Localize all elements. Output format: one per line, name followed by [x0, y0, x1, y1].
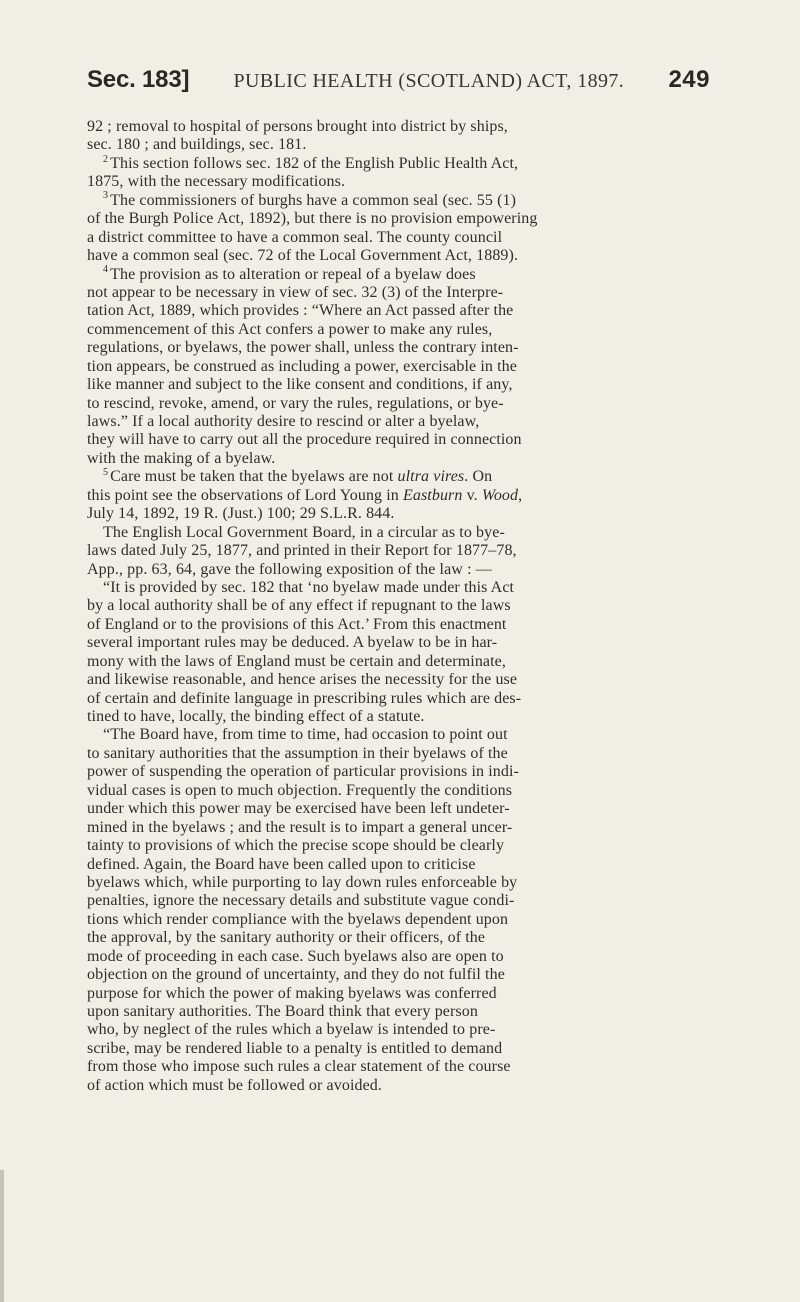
text-line: upon sanitary authorities. The Board think that every person [87, 1003, 478, 1020]
footnote-mark: 4 [103, 264, 109, 276]
text-line: 1875, with the necessary modifications. [87, 173, 346, 191]
text-line: mony with the laws of England must be certain and determinate, [87, 652, 506, 670]
text-line: power of suspending the operation of particular provisions in indi- [87, 763, 519, 781]
text-line: “It is provided by sec. 182 that ‘no byelaw made under this Act [103, 578, 515, 596]
text-line: by a local authority shall be of any effect if repugnant to the laws [87, 597, 511, 615]
text-line: who, by neglect of the rules which a byelaw is intended to pre- [87, 1021, 496, 1039]
text-line: from those who impose such rules a clear statement of the course [87, 1058, 511, 1076]
text-line: scribe, may be rendered liable to a penalty is entitled to demand [87, 1039, 503, 1057]
text-line: have a common seal (sec. 72 of the Local Government Act, 1889). [87, 247, 519, 265]
note-continuation [87, 118, 710, 155]
text-line: and likewise reasonable, and hence arises the necessity for the use [87, 671, 518, 689]
text-line: to rescind, revoke, amend, or vary the rules, regulations, or bye- [87, 394, 504, 412]
text-line: vidual cases is open to much objection. Frequently the conditions [87, 781, 513, 799]
section-reference: Sec. 183] [87, 66, 190, 93]
text-line: tion appears, be construed as including a power, exercisable in the [87, 357, 517, 375]
footnote-2 [87, 155, 710, 192]
text-line: they will have to carry out all the procedure required in connection [87, 431, 522, 449]
footnote-3 [87, 192, 710, 266]
text-line: of the Burgh Police Act, 1892), but there is no provision empowering [87, 210, 538, 228]
text-line: July 14, 1892, 19 R. (Just.) 100; 29 S.L.R. 844. [87, 505, 395, 523]
text-line: purpose for which the power of making byelaws was conferred [87, 984, 497, 1002]
text-line: tation Act, 1889, which provides : “Where an Act passed after the [87, 302, 514, 320]
text-line: a district committee to have a common seal. The county council [87, 228, 503, 246]
text-line: laws.” If a local authority desire to rescind or alter a byelaw, [87, 413, 480, 430]
text-line: with the making of a byelaw. [87, 449, 276, 467]
quotation-paragraph-1 [87, 579, 710, 727]
text-line: tions which render compliance with the byelaws dependent upon [87, 910, 509, 928]
text-line: several important rules may be deduced. A byelaw to be in har- [87, 634, 498, 652]
text-line: not appear to be necessary in view of sec. 32 (3) of the Interpre- [87, 283, 504, 301]
text-line: sec. 180 ; and buildings, sec. 181. [87, 136, 307, 154]
text-line: byelaws which, while purporting to lay down rules enforceable by [87, 873, 518, 891]
footnote-mark: 3 [103, 190, 109, 202]
text-line: of certain and definite language in prescribing rules which are des- [87, 689, 522, 707]
text-line: $^4$ The provision as to alteration or repeal of a byelaw does [103, 264, 476, 283]
text-line: mode of proceeding in each case. Such byelaws also are open to [87, 947, 504, 965]
text-line: to sanitary authorities that the assumption in their byelaws of the [87, 744, 508, 762]
footnote-4 [87, 266, 710, 469]
text-line: $^3$ The commissioners of burghs have a common seal (sec. 55 (1) [103, 190, 517, 209]
text-line: like manner and subject to the like consent and conditions, if any, [87, 376, 513, 394]
quotation-paragraph-2 [87, 726, 710, 1113]
text-line: 92 ; removal to hospital of persons brought into district by ships, [87, 118, 508, 135]
text-line: regulations, or byelaws, the power shall, unless the contrary inten- [87, 339, 519, 357]
text-line: “The Board have, from time to time, had occasion to point out [103, 726, 508, 744]
text-line: laws dated July 25, 1877, and printed in their Report for 1877–78, [87, 542, 517, 560]
case-party: Wood [481, 486, 519, 504]
page-number: 249 [668, 66, 710, 93]
text-line: the approval, by the sanitary authority or their officers, of the [87, 929, 486, 947]
footnote-mark: 5 [103, 466, 109, 478]
text-line [87, 1095, 710, 1113]
text-line: defined. Again, the Board have been called upon to criticise [87, 855, 476, 873]
page-header [87, 66, 710, 98]
text-line: $^5$ Care must be taken that the byelaws are not ultra vires. On [103, 466, 493, 486]
text-line: of England or to the provisions of this Act.’ From this enactment [87, 615, 507, 633]
text-line: objection on the ground of uncertainty, and they do not fulfil the [87, 966, 505, 984]
text-line: $^2$ This section follows sec. 182 of the English Public Health Act, [103, 153, 519, 172]
board-circular-intro [87, 524, 710, 579]
page-edge-shadow [0, 1170, 4, 1302]
footnote-5 [87, 468, 710, 523]
text-line: under which this power may be exercised have been left undeter- [87, 800, 510, 818]
running-title: PUBLIC HEALTH (SCOTLAND) ACT, 1897. [233, 70, 625, 92]
text-line: The English Local Government Board, in a circular as to bye- [103, 523, 505, 541]
footnote-mark: 2 [103, 153, 109, 165]
text-line: this point see the observations of Lord Young in Eastburn v. Wood, [87, 486, 523, 504]
text-line: commencement of this Act confers a power to make any rules, [87, 320, 493, 338]
text-line: of action which must be followed or avoided. [87, 1076, 382, 1094]
italic-phrase: ultra vires [397, 468, 465, 486]
case-party: Eastburn [403, 486, 463, 504]
text-line: tined to have, locally, the binding effect of a statute. [87, 708, 425, 725]
text-line: App., pp. 63, 64, gave the following exposition of the law : — [87, 560, 492, 578]
text-line: mined in the byelaws ; and the result is to impart a general uncer- [87, 818, 513, 836]
page-body [87, 118, 710, 1114]
text-line: penalties, ignore the necessary details and substitute vague condi- [87, 892, 515, 910]
text-line: tainty to provisions of which the precise scope should be clearly [87, 837, 505, 855]
